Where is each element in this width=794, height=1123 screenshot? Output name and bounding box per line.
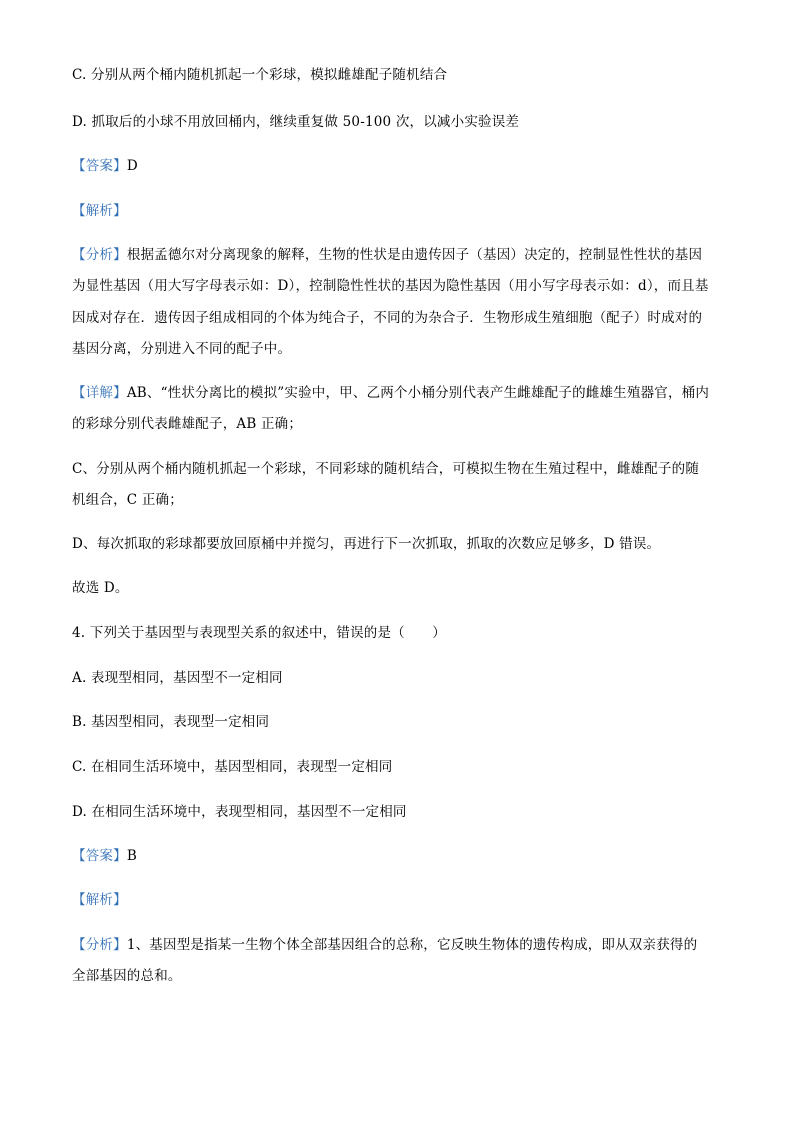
answer-value: D — [126, 158, 138, 174]
xiangjie-tag: 【详解】 — [72, 385, 127, 401]
q3-xiangjie-line-4: 机组合，C 正确； — [72, 492, 183, 508]
analysis-tag: 【解析】 — [72, 203, 127, 219]
q3-analysis-heading — [72, 201, 732, 221]
q4-option-b: B. 基因型相同，表现型一定相同 — [72, 714, 270, 730]
q3-xiangjie-line-5: D、每次抓取的彩球都要放回原桶中并搅匀，再进行下一次抓取，抓取的次数应足够多，D 错误。 — [72, 536, 661, 552]
q3-option-c: C. 分别从两个桶内随机抓起一个彩球，模拟雌雄配子随机结合 — [72, 67, 448, 83]
q3-fenxi-line-2: 为显性基因（用大写字母表示如：D），控制隐性性状的基因为隐性基因（用小写字母表示如：d），而且基 — [72, 278, 709, 294]
q3-fenxi-line-1 — [72, 245, 732, 265]
q3-fenxi-line-3: 因成对存在．遗传因子组成相同的个体为纯合子，不同的为杂合子．生物形成生殖细胞（配子）时成对的 — [72, 310, 703, 326]
fenxi-text: 1、基因型是指某一生物个体全部基因组合的总称，它反映生物体的遗传构成，即从双亲获得的 — [126, 937, 698, 953]
q4-fenxi-line-2: 全部基因的总和。 — [72, 968, 182, 984]
fenxi-text: 根据孟德尔对分离现象的解释，生物的性状是由遗传因子（基因）决定的，控制显性性状的基因 — [126, 247, 703, 263]
q4-option-d: D. 在相同生活环境中，表现型相同，基因型不一定相同 — [72, 804, 407, 820]
q3-xiangjie-line-3: C、分别从两个桶内随机抓起一个彩球，不同彩球的随机结合，可模拟生物在生殖过程中，雌雄配子的随 — [72, 461, 700, 477]
q3-conclusion: 故选 D。 — [72, 580, 129, 596]
fenxi-tag: 【分析】 — [72, 247, 127, 263]
analysis-tag: 【解析】 — [72, 892, 127, 908]
q3-xiangjie-line-2: 的彩球分别代表雌雄配子，AB 正确； — [72, 416, 303, 432]
q4-fenxi-line-1 — [72, 935, 732, 955]
xiangjie-text: AB、“性状分离比的模拟”实验中，甲、乙两个小桶分别代表产生雌雄配子的雌雄生殖器官，桶内 — [126, 385, 710, 401]
q3-fenxi-line-4: 基因分离，分别进入不同的配子中。 — [72, 341, 292, 357]
q4-option-c: C. 在相同生活环境中，基因型相同，表现型一定相同 — [72, 759, 393, 775]
answer-tag: 【答案】 — [72, 158, 127, 174]
answer-tag: 【答案】 — [72, 848, 127, 864]
q4-analysis-heading — [72, 890, 732, 910]
answer-value: B — [126, 848, 137, 864]
fenxi-tag: 【分析】 — [72, 937, 127, 953]
q4-stem: 4. 下列关于基因型与表现型关系的叙述中，错误的是（ ） — [72, 625, 446, 641]
q4-option-a: A. 表现型相同，基因型不一定相同 — [72, 670, 283, 686]
q4-answer — [72, 846, 732, 866]
q3-answer — [72, 156, 732, 176]
q3-option-d: D. 抓取后的小球不用放回桶内，继续重复做 50-100 次，以减小实验误差 — [72, 114, 520, 130]
q3-xiangjie-line-1 — [72, 383, 732, 403]
